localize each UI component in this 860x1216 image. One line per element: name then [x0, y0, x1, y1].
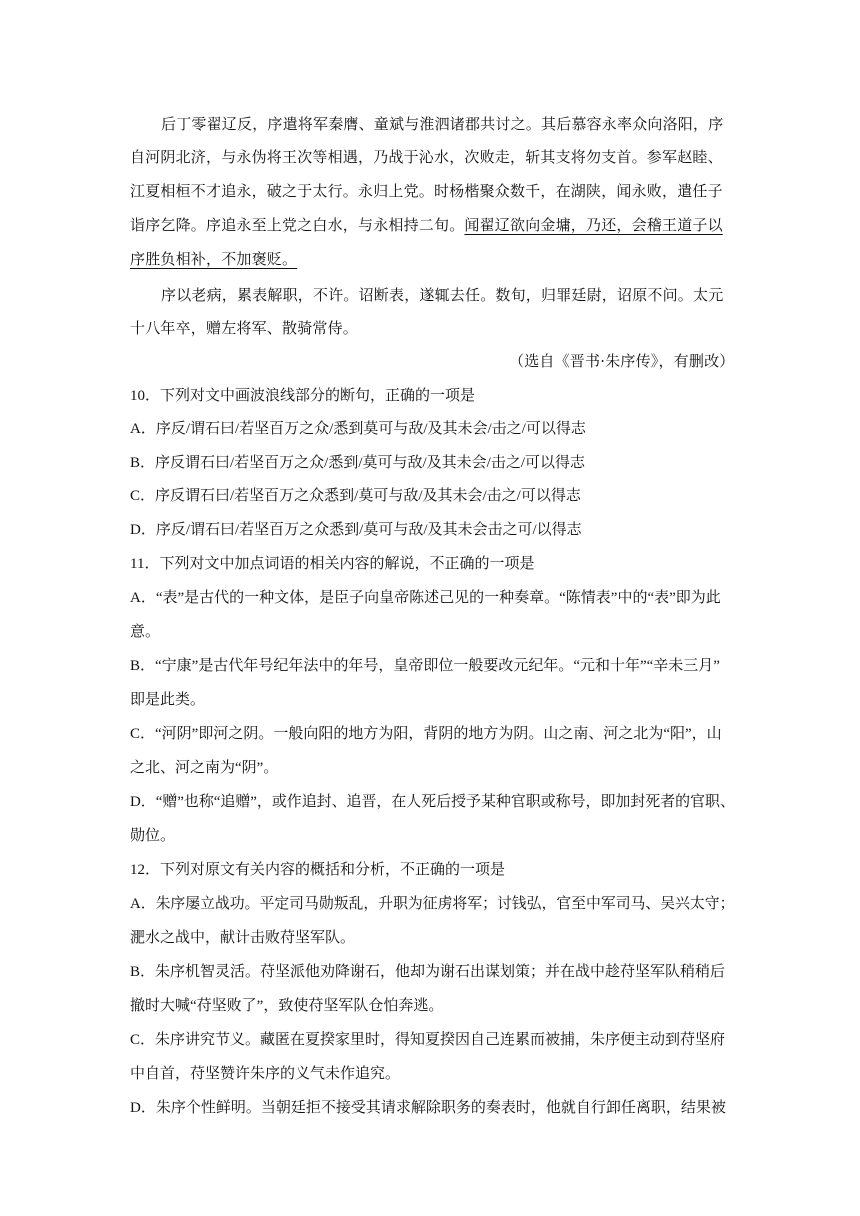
question-12-option-c-line-2: 中自首，苻坚赞许朱序的义气未作追究。 [130, 1066, 401, 1082]
question-12-option-b-line-2: 撤时大喊“苻坚败了”，致使苻坚军队仓怕奔逃。 [130, 998, 444, 1014]
question-12-option-d-line-1: D．朱序个性鲜明。当朝廷拒不接受其请求解除职务的奏表时，他就自行卸任离职，结果被 [130, 1100, 726, 1116]
passage-line-4 [130, 214, 723, 235]
underlined-segment-2: 序胜负相补，不加褒贬。 [130, 250, 298, 268]
question-11-option-d-line-1: D．“赠”也称“追赠”，或作追封、追晋，在人死后授予某种官职或称号，即加封死者的官职、 [130, 794, 735, 810]
passage-source: （选自《晋书·朱序传》，有删改） [509, 352, 735, 370]
passage-line-3: 江夏相桓不才追永，破之于太行。永归上党。时杨楷聚众数千，在湖陕，闻永败，遣任子 [130, 182, 723, 200]
question-10-option-a: A．序反/谓石曰/若坚百万之众/悉到莫可与敌/及其未会/击之/可以得志 [130, 421, 586, 437]
question-11-option-a-line-2: 意。 [130, 624, 161, 640]
question-11-option-c-line-2: 之北、河之南为“阴”。 [130, 760, 279, 776]
question-12-stem: 12．下列对原文有关内容的概括和分析，不正确的一项是 [130, 862, 506, 878]
question-11-option-d-line-2: 勋位。 [130, 828, 176, 844]
question-11-option-b-line-1: B．“宁康”是古代年号纪年法中的年号，皇帝即位一般要改元纪年。“元和十年”“辛未三月” [130, 658, 720, 674]
question-10-option-d: D．序反/谓石曰/若坚百万之众悉到/莫可与敌/及其未会击之可/以得志 [130, 522, 582, 538]
question-11-option-b-line-2: 即是此类。 [130, 692, 206, 708]
passage-line-4-text: 诣序乞降。序追永至上党之白水，与永相持二旬。 [130, 216, 465, 234]
question-12-option-a-line-1: A．朱序屡立战功。平定司马勋叛乱，升职为征虏将军；讨钱弘，官至中军司马、吴兴太守； [130, 896, 735, 912]
question-12-option-b-line-1: B．朱序机智灵活。苻坚派他劝降谢石，他却为谢石出谋划策；并在战中趁苻坚军队稍稍后 [130, 964, 726, 980]
question-11-stem: 11．下列对文中加点词语的相关内容的解说，不正确的一项是 [130, 556, 535, 572]
question-10-option-b: B．序反谓石曰/若坚百万之众/悉到/莫可与敌/及其未会/击之/可以得志 [130, 455, 586, 471]
passage-line-7: 十八年卒，赠左将军、散骑常侍。 [130, 319, 359, 337]
question-12-option-a-line-2: 淝水之战中，献计击败苻坚军队。 [130, 930, 356, 946]
question-10-stem: 10．下列对文中画波浪线部分的断句，正确的一项是 [130, 388, 476, 404]
passage-line-2: 自河阴北济，与永伪将王次等相遇，乃战于沁水，次败走，斩其支将勿支首。参军赵睦、 [130, 148, 723, 166]
passage-line-6: 序以老病，累表解职，不许。诏断表，遂辄去任。数旬，归罪廷尉，诏原不问。太元 [161, 286, 724, 304]
question-10-option-c: C．序反谓石曰/若坚百万之众悉到/莫可与敌/及其未会/击之/可以得志 [130, 488, 581, 504]
underlined-segment-1: 闻翟辽欲向金墉，乃还，会稽王道子以 [464, 216, 723, 234]
passage-line-5 [130, 248, 297, 269]
question-12-option-c-line-1: C．朱序讲究节义。藏匿在夏揆家里时，得知夏揆因自己连累而被捕，朱序便主动到苻坚府 [130, 1032, 726, 1048]
passage-line-1: 后丁零翟辽反，序遣将军秦膺、童斌与淮泗诸郡共讨之。其后慕容永率众向洛阳，序 [161, 115, 724, 133]
question-11-option-c-line-1: C．“河阴”即河之阴。一般向阳的地方为阳，背阴的地方为阴。山之南、河之北为“阳”，山 [130, 726, 722, 742]
question-11-option-a-line-1: A．“表”是古代的一种文体，是臣子向皇帝陈述己见的一种奏章。“陈情表”中的“表”即为此 [130, 590, 721, 606]
